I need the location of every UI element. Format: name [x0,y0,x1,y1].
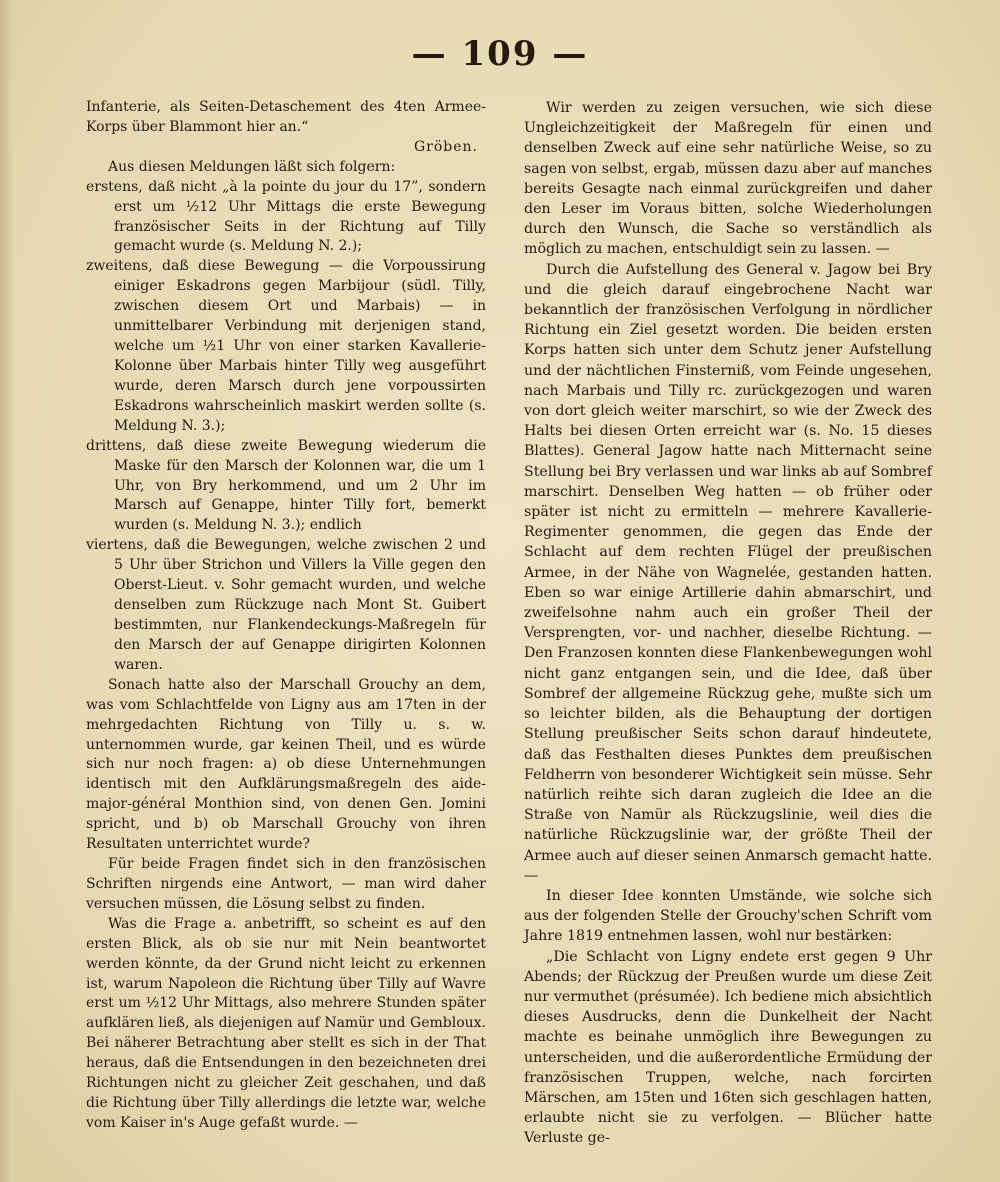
enumerated-point: drittens, daß diese zweite Bewegung wiederum die Maske für den Marsch der Kolonnen war, die um 1 Uhr, von Bry herkommend, und um 2 Uhr im Marsch auf Genappe, hinter Tilly fort, bemerkt wurden (s. Meldung N. 3.); endlich [86,437,486,534]
enumerated-point: zweitens, daß diese Bewegung — die Vorpoussirung einiger Eskadrons gegen Marbijour (südl. Tilly, zwischen diesem Ort und Marbais) — in unmittelbarer Verbindung mit derjenigen stand, welche um ½1 Uhr von einer starken Kavallerie-Kolonne über Marbais hinter Tilly weg ausgeführt wurde, deren Marsch durch jene vorpoussirten Eskadrons wahrscheinlich maskirt werden sollte (s. Meldung N. 3.); [86,258,486,434]
paragraph: Sonach hatte also der Marschall Grouchy an dem, was vom Schlachtfelde von Ligny aus am 17ten in der mehrgedachten Richtung von Tilly u. s. w. unternommen wurde, gar keinen Theil, und es würde sich nur noch fragen: a) ob diese Unternehmungen identisch mit den Aufklärungsmaßregeln des aide-major-général Monthion sind, von denen Gen. Jomini spricht, und b) ob Marschall Grouchy von ihren Resultaten unterrichtet wurde? [86,676,486,853]
paragraph: In dieser Idee konnten Umstände, wie solche sich aus der folgenden Stelle der Grouchy'schen Schrift vom Jahre 1819 entnehmen lassen, wohl nur bestärken: [524,887,932,945]
right-text-column [524,98,932,1149]
page-binding-edge [0,0,14,1182]
paragraph: Für beide Fragen findet sich in den französischen Schriften nirgends eine Antwort, — man wird daher versuchen müssen, die Lösung selbst zu finden. [86,856,486,912]
quotation-paragraph: „Die Schlacht von Ligny endete erst gegen 9 Uhr Abends; der Rückzug der Preußen wurde um diese Zeit nur vermuthet (présumée). Ich bediene mich absichtlich dieses Ausdrucks, denn die Dunkelheit der Nacht machte es beinahe unmöglich ihre Bewegungen zu unterscheiden, und die außerordentliche Ermüdung der französischen Truppen, welche, nach forcirten Märschen, am 15ten und 16ten sich geschlagen hatten, erlaubte nicht sie zu verfolgen. — Blücher hatte Verluste ge- [524,948,932,1147]
page-number: — 109 — [411,34,589,74]
signature: Gröben. [413,138,478,155]
paragraph: Wir werden zu zeigen versuchen, wie sich diese Ungleichzeitigkeit der Maßregeln für einen und denselben Zweck auf eine sehr natürliche Weise, so zu sagen von selbst, ergab, müssen dazu aber auf manches bereits Gesagte nach einmal zurückgreifen und daher den Leser im Voraus bitten, solche Wiederholungen durch den Wunsch, die Sache so verständlich als möglich zu machen, entschuldigt sein zu lassen. — [524,100,932,258]
paragraph: Was die Frage a. anbetrifft, so scheint es auf den ersten Blick, als ob sie nur mit Nein beantwortet werden könnte, da der Grund nicht leicht zu erkennen ist, warum Napoleon die Richtung über Tilly auf Wavre erst um ½12 Uhr Mittags, also mehrere Stunden später aufklären ließ, als diejenigen auf Namür und Gembloux. Bei näherer Betrachtung aber stellt es sich in der That heraus, daß die Entsendungen in den bezeichneten drei Richtungen nicht zu gleicher Zeit geschahen, und daß die Richtung über Tilly allerdings die letzte war, welche vom Kaiser in's Auge gefaßt wurde. — [86,915,486,1132]
enumerated-point: viertens, daß die Bewegungen, welche zwischen 2 und 5 Uhr über Strichon und Villers la Ville gegen den Oberst-Lieut. v. Sohr gemacht wurden, und welche denselben zum Rückzuge nach Mont St. Guibert bestimmten, nur Flankendeckungs-Maßregeln für den Marsch der auf Genappe dirigirten Kolonnen waren. [86,537,486,673]
paragraph: Durch die Aufstellung des General v. Jagow bei Bry und die gleich darauf eingebrochene Nacht war bekanntlich der französischen Verfolgung in nördlicher Richtung ein Ziel gesetzt worden. Die beiden ersten Korps hatten sich unter dem Schutz jener Aufstellung und der nächtlichen Finsterniß, vom Feinde ungesehen, nach Marbais und Tilly rc. zurückgezogen und waren von dort gleich weiter marschirt, so wie der Zweck des Halts bei diesen Orten erreicht war (s. No. 15 dieses Blattes). General Jagow hatte nach Mitternacht seine Stellung bei Bry verlassen und war links ab auf Sombref marschirt. Denselben Weg hatten — ob früher oder später ist nicht zu ermitteln — mehrere Kavallerie-Regimenter genommen, die gegen das Ende der Schlacht auf dem rechten Flügel der preußischen Armee, in der Nähe von Wagnelée, gestanden hatten. Eben so war einige Artillerie dahin abmarschirt, und zweifelsohne nahm auch ein großer Theil der Versprengten, vor- und nachher, dieselbe Richtung. — Den Franzosen konnten diese Flankenbewegungen wohl nicht ganz entgangen sein, und die Idee, daß über Sombref der allgemeine Rückzug gehe, mußte sich um so leichter bilden, als die Behauptung der dortigen Stellung preußischer Seits schon darauf hindeutete, daß das Festhalten dieses Punktes dem preußischen Feldherrn von besonderer Wichtigkeit sein müsse. Sehr natürlich reihte sich daran zugleich die Idee an die Straße von Namür als Rückzugslinie, weil dies die natürliche Rückzugslinie war, der größte Theil der Armee auch auf dieser seinen Anmarsch gemacht hatte. — [524,261,932,884]
enumerated-point: erstens, daß nicht „à la pointe du jour du 17”, sondern erst um ½12 Uhr Mittags die erste Bewegung französischer Seits in der Richtung auf Tilly gemacht wurde (s. Meldung N. 2.); [86,178,486,255]
paragraph: Infanterie, als Seiten-Detaschement des 4ten Armee-Korps über Blammont hier an.“ [86,99,486,135]
left-text-column [86,98,486,1134]
paragraph: Aus diesen Meldungen läßt sich folgern: [108,158,396,175]
